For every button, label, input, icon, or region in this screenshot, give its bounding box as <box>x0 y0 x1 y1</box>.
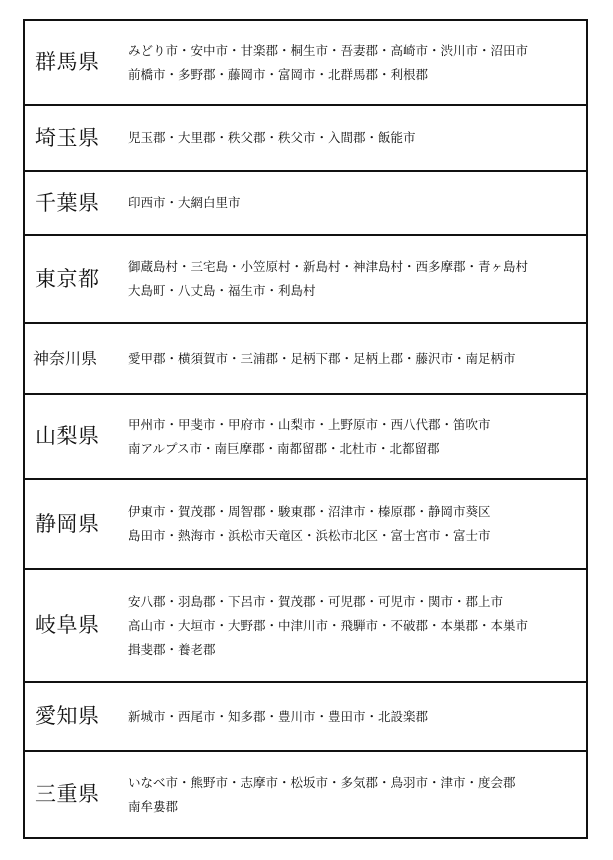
prefecture-name: 愛知県 <box>35 704 100 728</box>
city-line: いなべ市・熊野市・志摩市・松坂市・多気郡・鳥羽市・津市・度会郡 <box>128 774 516 790</box>
prefecture-name: 千葉県 <box>35 190 100 215</box>
table-row-gifu <box>25 570 586 683</box>
table-row-tokyo <box>25 236 586 324</box>
table-row-saitama <box>25 106 586 172</box>
city-line: 印西市・大網白里市 <box>128 195 241 210</box>
table-row-mie <box>25 752 586 837</box>
city-list <box>122 413 586 461</box>
city-line: 児玉郡・大里郡・秩父郡・秩父市・入間郡・飯能市 <box>128 130 416 145</box>
city-list <box>122 39 586 87</box>
prefecture-name: 東京都 <box>35 266 100 291</box>
city-list <box>122 590 586 662</box>
prefecture-name: 群馬県 <box>35 50 100 74</box>
city-line: みどり市・安中市・甘楽郡・桐生市・吾妻郡・高崎市・渋川市・沼田市 <box>128 42 529 58</box>
region-table <box>23 19 588 839</box>
city-list <box>122 771 586 819</box>
table-row-aichi <box>25 683 586 752</box>
table-row-gunma <box>25 21 586 106</box>
city-line: 愛甲郡・横須賀市・三浦郡・足柄下郡・足柄上郡・藤沢市・南足柄市 <box>128 350 516 366</box>
table-row-kanagawa <box>25 324 586 395</box>
city-line: 南アルプス市・南巨摩郡・南都留郡・北杜市・北都留郡 <box>128 440 440 456</box>
table-row-shizuoka <box>25 480 586 570</box>
city-list <box>122 191 586 215</box>
city-line: 高山市・大垣市・大野郡・中津川市・飛騨市・不破郡・本巣郡・本巣市 <box>128 617 529 633</box>
city-line: 大島町・八丈島・福生市・利島村 <box>128 283 316 298</box>
prefecture-name: 山梨県 <box>35 424 100 448</box>
city-line: 揖斐郡・養老郡 <box>128 641 216 657</box>
prefecture-name: 静岡県 <box>35 511 100 536</box>
prefecture-name: 神奈川県 <box>33 348 98 368</box>
prefecture-name: 埼玉県 <box>35 125 100 150</box>
city-list <box>122 126 586 150</box>
city-line: 南牟婁郡 <box>128 798 179 814</box>
city-line: 前橋市・多野郡・藤岡市・富岡市・北群馬郡・利根郡 <box>128 66 429 82</box>
city-line: 甲州市・甲斐市・甲府市・山梨市・上野原市・西八代郡・笛吹市 <box>128 416 491 432</box>
city-line: 島田市・熱海市・浜松市天竜区・浜松市北区・富士宮市・富士市 <box>128 528 491 543</box>
prefecture-name: 岐阜県 <box>35 613 100 637</box>
city-list <box>122 705 586 729</box>
city-list <box>122 255 586 303</box>
city-list <box>122 347 586 371</box>
city-line: 安八郡・羽島郡・下呂市・賀茂郡・可児郡・可児市・関市・郡上市 <box>128 593 504 609</box>
table-row-chiba <box>25 172 586 236</box>
prefecture-name: 三重県 <box>35 782 100 806</box>
city-line: 新城市・西尾市・知多郡・豊川市・豊田市・北設楽郡 <box>128 708 429 724</box>
city-line: 御蔵島村・三宅島・小笠原村・新島村・神津島村・西多摩郡・青ヶ島村 <box>128 259 529 274</box>
city-line: 伊東市・賀茂郡・周智郡・駿東郡・沼津市・榛原郡・静岡市葵区 <box>128 504 491 519</box>
city-list <box>122 500 586 548</box>
table-row-yamanashi <box>25 395 586 480</box>
